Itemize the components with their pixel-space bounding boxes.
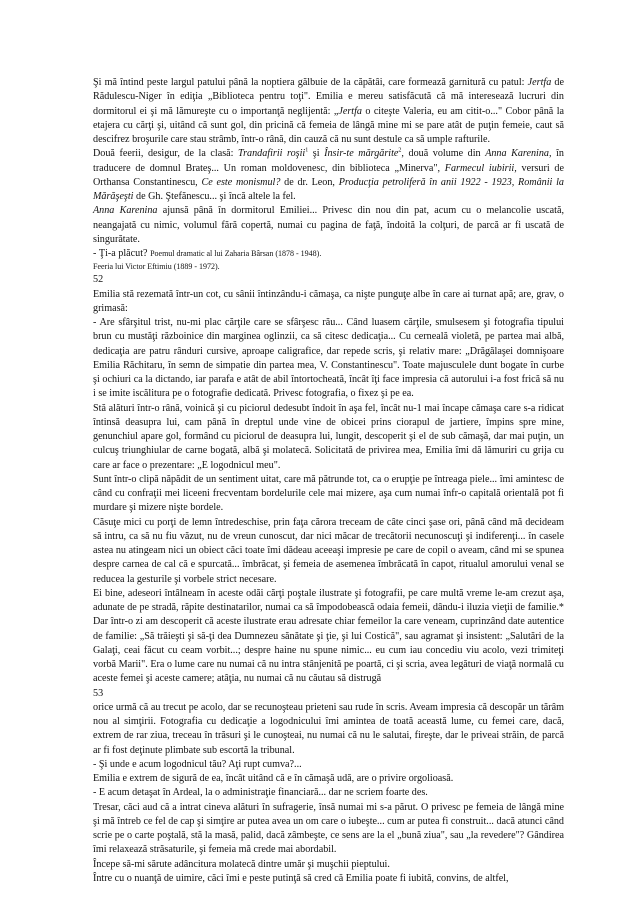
text-run: Feeria lui Victor Eftimiu (1889 - 1972).: [93, 262, 220, 272]
text-run: Emilia e extrem de sigură de ea, încât uitând că e în cămaşă udă, are o privire orgolioasă.: [93, 773, 454, 784]
text-run: de dr. Leon,: [280, 176, 339, 188]
paragraph: [93, 516, 564, 587]
paragraph: [93, 587, 564, 687]
paragraph: [93, 288, 564, 317]
italic-title: Jertfa: [338, 105, 362, 117]
italic-title: Anna Karenina: [93, 205, 158, 217]
italic-title: Jertfa: [527, 77, 552, 88]
paragraph: [93, 473, 564, 516]
text-run: de Gh. Ştefănescu... şi încă altele la fel.: [133, 191, 296, 202]
footnote: [93, 247, 564, 261]
text-run: Stă alături într-o rână, voinică şi cu piciorul dedesubt îndoit în aşa fel, încât nu-1 mai încape cămaşa care s-a ridicat întinsă deasupra lui, cam până în dreptul unde vine de obicei prins ciorapul de jartiere, împins spre mine, genunchiul apare gol, formând cu piciorul de deasupra lui, lungit, descoperit şi el de sub cămaşă, dar mai puţin, un culcuş triunghiular de carne bogată, albă şi molatecă. Solicitată de privirea mea, Emilia îmi dă lămuriri cu grija cu care ar face o prezentare: „E logodnicul meu".: [93, 402, 564, 471]
text-run: 53: [93, 687, 104, 699]
paragraph: [93, 402, 564, 473]
page-number: [93, 273, 564, 287]
text-run: versuri de Orthansa Constantinescu,: [93, 162, 564, 188]
text-run: , două volume din: [401, 148, 486, 160]
text-run: de Rădulescu-Niger în ediţia „Biblioteca pentru toţi". Emilia e mereu satisfăcută că mă interesează lucruri din dormitorul ei şi mă lămureşte cu o importanţă neglijentă: „: [93, 77, 564, 117]
paragraph: [93, 786, 564, 800]
italic-title: Trandafirii roşii: [238, 148, 306, 160]
text-run: în traducere de domnul Brateş... Un roman moldovenesc, din biblioteca „Minerva",: [93, 148, 564, 174]
text-run: Emilia stă rezemată într-un cot, cu sânii întinzându-i cămaşa, ca nişte punguţe albe în care ai turnat apă; are, grav, o grimasă:: [93, 288, 564, 314]
text-run: Ei bine, adeseori întâlneam în aceste odăi cărţi poştale ilustrate şi fotografii, pe care multă vreme le-am crezut aşa, adunate de pe stradă, răpite destinatarilor, numai ca să împodobească odaia femeii, dându-i iluzia vieţii de familie.* Dar într-o zi am descoperit că aceste ilustrate erau adresate chiar femeilor la care veneam, cuprinzând date autentice de familie: „Să trăieşti şi să-ţi dea Dumnezeu sănătate şi ţie, şi lui Costică", sau agramat şi insistent: „Salutări de la Galaţi, ceai făcut cu ceam vorbit...; despre haine nu spune nimic... eu cum iau concediu viu acolo, vezi trimiteţi vorbă Marii". Era o lume care nu numai că nu intra stânjenită pe poartă, ci şi scria, avea legături de viaţă normală cu aceste femei şi aceste camere; atâţia, nu numai că nu căutau să distrugă: [93, 587, 564, 685]
paragraph: [93, 801, 564, 858]
italic-title: Însir-te mărgărite: [324, 148, 399, 160]
text-run: - Şi unde e acum logodnicul tău? Aţi rupt cumva?...: [93, 758, 302, 770]
text-run: - Ţi-a plăcut?: [93, 248, 151, 259]
page-number: [93, 687, 564, 701]
text-run: Şi mă întind peste largul patului până la noptiera gălbuie de la căpătâi, care formează garnitură cu patul:: [93, 77, 528, 88]
text-run: Două feerii, desigur, de la clasă:: [93, 148, 239, 160]
footnote-marker: 2: [398, 147, 402, 154]
footnote: [93, 261, 564, 273]
text-run: - E acum detaşat în Ardeal, la o administraţie financiară... dar ne scriem foarte des.: [93, 787, 428, 799]
italic-title: Farmecul iubirii,: [444, 162, 517, 174]
text-run: ajunsă până în dormitorul Emiliei... Privesc din nou din pat, acum cu o melancolie uscată, neangajată cu nimic, volumul fără copertă, numai cu pagina de faţă, îndoită la colţuri, de parcă ar fi uscată de singurătate.: [93, 205, 565, 245]
text-run: Căsuţe mici cu porţi de lemn întredeschise, prin faţa cărora treceam de câte cinci şase ori, până când mă decideam să intru, ca să nu fiu văzut, nu de vreun cunoscut, dar nici măcar de trecătorii necunoscuţi şi indiferenţi... în casele astea nu atingeam nici un obiect căci toate îmi dădeau aceeaşi impresie pe care de copil o aveam, când mi se spunea despre carnea de cal că e spurcată... îmbrăcat, şi femeia de asemenea îmbrăcată în capot, ritualul amorului venal se reducea la gesturile şi vorbele strict necesare.: [93, 516, 564, 585]
paragraph: [93, 316, 564, 402]
paragraph: [93, 147, 564, 204]
paragraph: [93, 858, 564, 872]
text-run: Începe să-mi sărute adâncitura molatecă dintre umăr şi muşchii pieptului.: [93, 858, 390, 870]
paragraph: [93, 772, 564, 786]
italic-title: Producţia petroliferă în anii 1922 - 1923, Românii la Mărăşeşti: [93, 176, 564, 202]
footnote-text: Poemul dramatic al lui Zaharia Bârsan (1878 - 1948).: [150, 249, 322, 258]
text-run: orice urmă că au trecut pe acolo, dar se recunoşteau prieteni sau rude în scris. Aveam impresia că descopăr un tărâm nou al simţirii. Fotografia cu dedicaţie a logodnicului îmi amintea de toată această lume, cu femei care, dacă, extrem de rar ziua, treceau în trăsuri şi le cunoşteai, nu numai că nu le salutai, fireşte, dar le priveai străin, de parcă ar fi fost deţinute plimbate sub escortă la tribunal.: [93, 701, 564, 756]
paragraph: [93, 76, 564, 147]
text-run: şi: [308, 148, 325, 160]
text-run: Sunt într-o clipă năpădit de un sentiment uitat, care mă pătrunde tot, ca o erupţie pe întreaga piele... îmi amintesc de când cu confraţii mei liceeni frecventam bordelurile cele mai mizere, aşa cum numai înfr-o capitală orientală pot fi murdare şi mizere nişte bordele.: [93, 473, 564, 514]
text-run: Între cu o nuanţă de uimire, căci îmi e peste putinţă să cred că Emilia poate fi iubită, convins, de altfel,: [93, 872, 509, 884]
italic-title: Ce este monismul?: [201, 176, 281, 188]
paragraph: [93, 204, 564, 247]
paragraph: [93, 758, 564, 772]
text-run: Tresar, căci aud că a intrat cineva alături în sufragerie, însă numai mi s-a părut. O privesc pe femeia de lângă mine şi mă întreb ce fel de cap şi simţire ar putea avea un om care o iubeşte... cum ar putea fi construit... dacă atunci când scrie pe o carte poştală, stă la masă, palid, dacă zâmbeşte, ce sens are la el „bună ziua", sau „la revedere"? Gândirea îmi relaxează străsaturile, şi femeia mă crede mai abordabil.: [93, 801, 564, 856]
paragraph: [93, 872, 564, 886]
text-run: - Are sfârşitul trist, nu-mi plac cărţile care se sfârşesc rău... Când luasem cărţile, smulsesem şi fotografia tipului brun cu mustăţi războinice din marginea oglinzii, ca să citesc dedicaţia... Cu cerneală violetă, pe partea mai albă, dedicaţia are patru rânduri cursive, aproape caligrafice, dar repede scris, şi relativ mare: „Drăgălaşei domnişoare Emilia Răchitaru, în semn de simpatie din partea mea, V. Constantinescu". Toate majusculele dunt bogate în curbe şi ochiuri ca la dictando, iar parafa e atât de abil întortocheată, încât îţi face impresia că autorului i-a fost frică să nu i se imite iscălitura pe o fotografie dedicată. Privesc fotografia, o fixez şi pe ea.: [93, 317, 564, 400]
footnote-marker: 1: [305, 147, 309, 154]
paragraph: [93, 701, 564, 758]
italic-title: Anna Karenina,: [485, 148, 552, 160]
text-run: o citeşte Valeria, eu am citit-o..." Cobor până la etajera cu cărţi şi, uitând că sunt gol, din pricină că femeia de lângă mine mi se pare atât de puţin femeie, caut să descifrez broşurile care stau strâmb, într-o rână, din cauză că nu sunt destule ca să umple rafturile.: [93, 105, 564, 145]
text-run: 52: [93, 274, 104, 286]
